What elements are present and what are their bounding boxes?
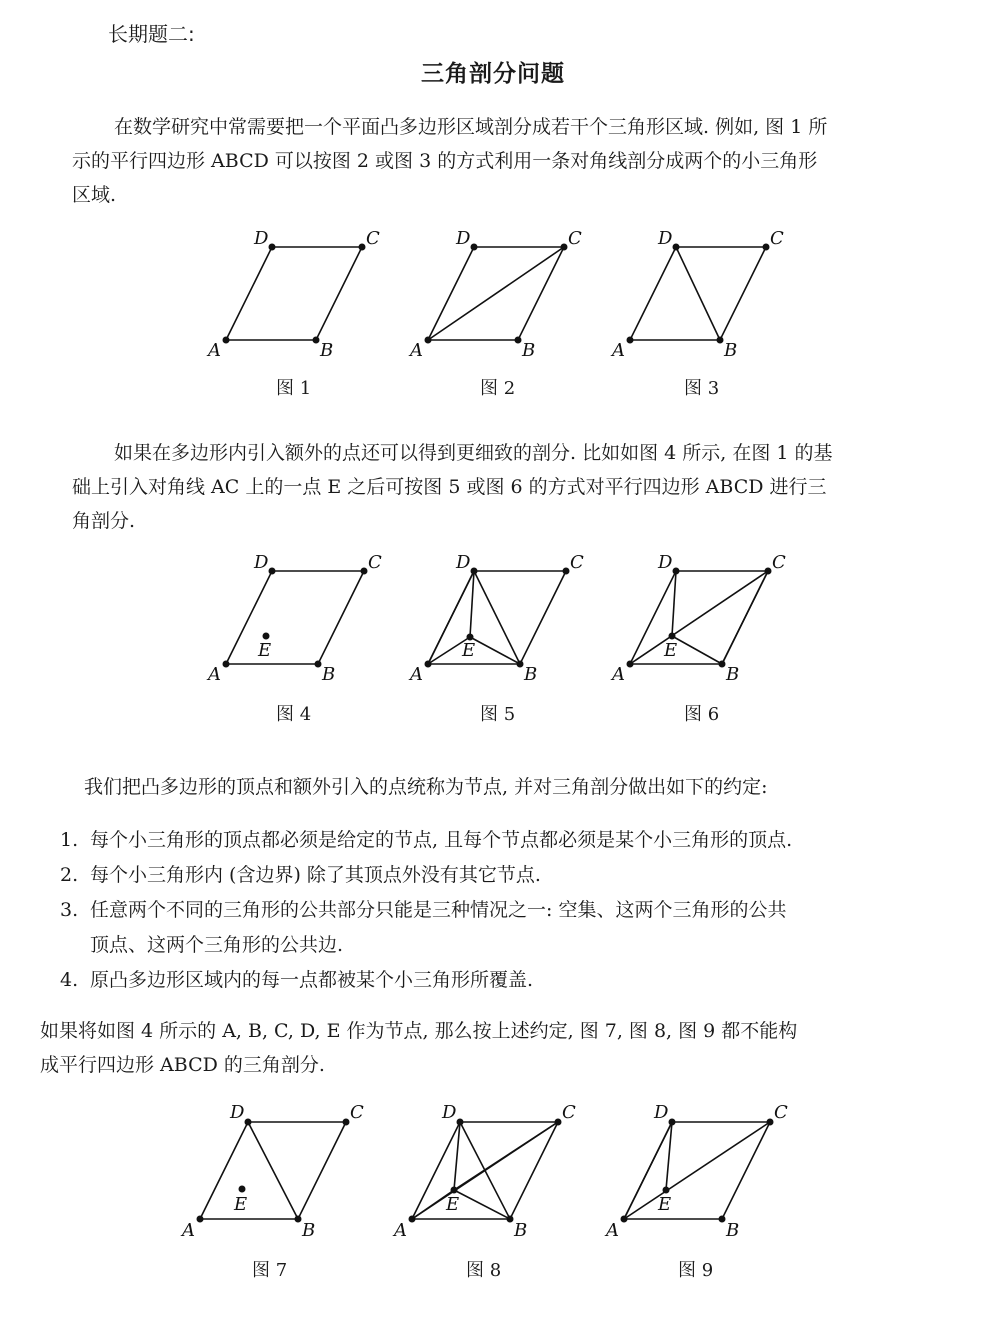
paragraph-2-line: 如果在多边形内引入额外的点还可以得到更细致的剖分. 比如如图 4 所示, 在图 1 的基 (114, 442, 833, 464)
figure-row-2 (190, 548, 830, 698)
rule-item (60, 823, 792, 858)
figure-7-label-c: C (350, 1102, 364, 1123)
figure-2-label-a: A (410, 340, 423, 361)
rule-number: 4. (60, 969, 79, 991)
figure-9-caption: 图 9 (678, 1260, 714, 1281)
rule-number: 1. (60, 829, 79, 851)
page-title: 三角剖分问题 (421, 60, 565, 87)
figure-7-label-a: A (182, 1220, 195, 1241)
paragraph-2-line: 角剖分. (72, 510, 136, 532)
figure-5-caption: 图 5 (480, 704, 516, 725)
rule-text: 原凸多边形区域内的每一点都被某个小三角形所覆盖. (90, 969, 534, 991)
figure-2 (408, 228, 582, 361)
figure-7-caption: 图 7 (252, 1260, 288, 1281)
figure-8-label-c: C (562, 1102, 576, 1123)
figure-6-label-a: A (612, 664, 625, 685)
figure-4-label-d: D (254, 552, 269, 573)
figure-6-caption: 图 6 (684, 704, 720, 725)
figure-4-label-e: E (258, 640, 272, 661)
figure-4 (206, 552, 382, 685)
figure-8-label-b: B (514, 1220, 528, 1241)
figure-6 (610, 552, 786, 685)
figure-4-label-a: A (208, 664, 221, 685)
figure-8-label-d: D (442, 1102, 457, 1123)
paragraph-3: 我们把凸多边形的顶点和额外引入的点统称为节点, 并对三角剖分做出如下的约定: (84, 776, 768, 798)
paragraph-2 (72, 436, 833, 538)
rule-number: 2. (60, 864, 79, 886)
rule-text: 每个小三角形的顶点都必须是给定的节点, 且每个节点都必须是某个小三角形的顶点. (90, 829, 793, 851)
figure-1-label-a: A (208, 340, 221, 361)
rule-text-continued: 顶点、这两个三角形的公共边. (90, 934, 344, 956)
figure-9-label-b: B (726, 1220, 740, 1241)
figure-2-label-d: D (456, 228, 471, 249)
figure-row-1 (190, 222, 830, 372)
figure-9-label-c: C (774, 1102, 788, 1123)
figure-3-label-c: C (770, 228, 784, 249)
rule-text: 任意两个不同的三角形的公共部分只能是三种情况之一: 空集、这两个三角形的公共 (90, 899, 787, 921)
figure-9-label-d: D (654, 1102, 669, 1123)
figure-8 (392, 1102, 576, 1241)
paragraph-1-line: 在数学研究中常需要把一个平面凸多边形区域剖分成若干个三角形区域. 例如, 图 1 所 (114, 116, 828, 138)
figure-1-caption: 图 1 (276, 378, 312, 399)
figure-4-caption: 图 4 (276, 704, 312, 725)
figure-7-label-b: B (302, 1220, 316, 1241)
figure-7-label-e: E (234, 1194, 248, 1215)
figure-9-label-e: E (658, 1194, 672, 1215)
figure-3-label-d: D (658, 228, 673, 249)
rule-text: 每个小三角形内 (含边界) 除了其顶点外没有其它节点. (90, 864, 541, 886)
figure-4-label-b: B (322, 664, 336, 685)
figure-row-3 (170, 1096, 830, 1246)
rule-number: 3. (60, 899, 79, 921)
figure-9 (604, 1102, 788, 1241)
figure-1-label-b: B (320, 340, 334, 361)
figure-6-label-c: C (772, 552, 786, 573)
figure-2-label-b: B (522, 340, 536, 361)
figure-8-caption: 图 8 (466, 1260, 502, 1281)
header-label: 长期题二: (108, 22, 195, 46)
figure-2-label-c: C (568, 228, 582, 249)
paragraph-2-line: 础上引入对角线 AC 上的一点 E 之后可按图 5 或图 6 的方式对平行四边形 ABCD 进行三 (72, 476, 827, 498)
rules-list (60, 823, 792, 998)
paragraph-4 (40, 1014, 797, 1082)
figure-1 (206, 228, 380, 361)
rule-item (60, 963, 792, 998)
rule-item (60, 858, 792, 893)
figure-5-label-d: D (456, 552, 471, 573)
figure-7 (180, 1102, 364, 1241)
figure-3 (610, 228, 784, 361)
figure-5-label-a: A (410, 664, 423, 685)
figure-5-label-c: C (570, 552, 584, 573)
figure-1-label-c: C (366, 228, 380, 249)
figure-6-label-d: D (658, 552, 673, 573)
figure-6-label-e: E (664, 640, 678, 661)
figure-3-label-a: A (612, 340, 625, 361)
figure-5-label-e: E (462, 640, 476, 661)
figure-1-label-d: D (254, 228, 269, 249)
paragraph-4-line: 成平行四边形 ABCD 的三角剖分. (40, 1054, 325, 1076)
figure-8-label-a: A (394, 1220, 407, 1241)
paragraph-1-line: 区域. (72, 184, 117, 206)
rule-item (60, 893, 792, 963)
figure-3-caption: 图 3 (684, 378, 720, 399)
figure-5-label-b: B (524, 664, 538, 685)
figure-4-label-c: C (368, 552, 382, 573)
figure-8-label-e: E (446, 1194, 460, 1215)
figure-6-label-b: B (726, 664, 740, 685)
paragraph-1 (72, 110, 827, 212)
paragraph-4-line: 如果将如图 4 所示的 A, B, C, D, E 作为节点, 那么按上述约定, 图 7, 图 8, 图 9 都不能构 (40, 1020, 798, 1042)
figure-5 (408, 552, 584, 685)
figure-2-caption: 图 2 (480, 378, 516, 399)
figure-3-label-b: B (724, 340, 738, 361)
figure-7-label-d: D (230, 1102, 245, 1123)
paragraph-1-line: 示的平行四边形 ABCD 可以按图 2 或图 3 的方式利用一条对角线剖分成两个的小三角形 (72, 150, 818, 172)
figure-9-label-a: A (606, 1220, 619, 1241)
